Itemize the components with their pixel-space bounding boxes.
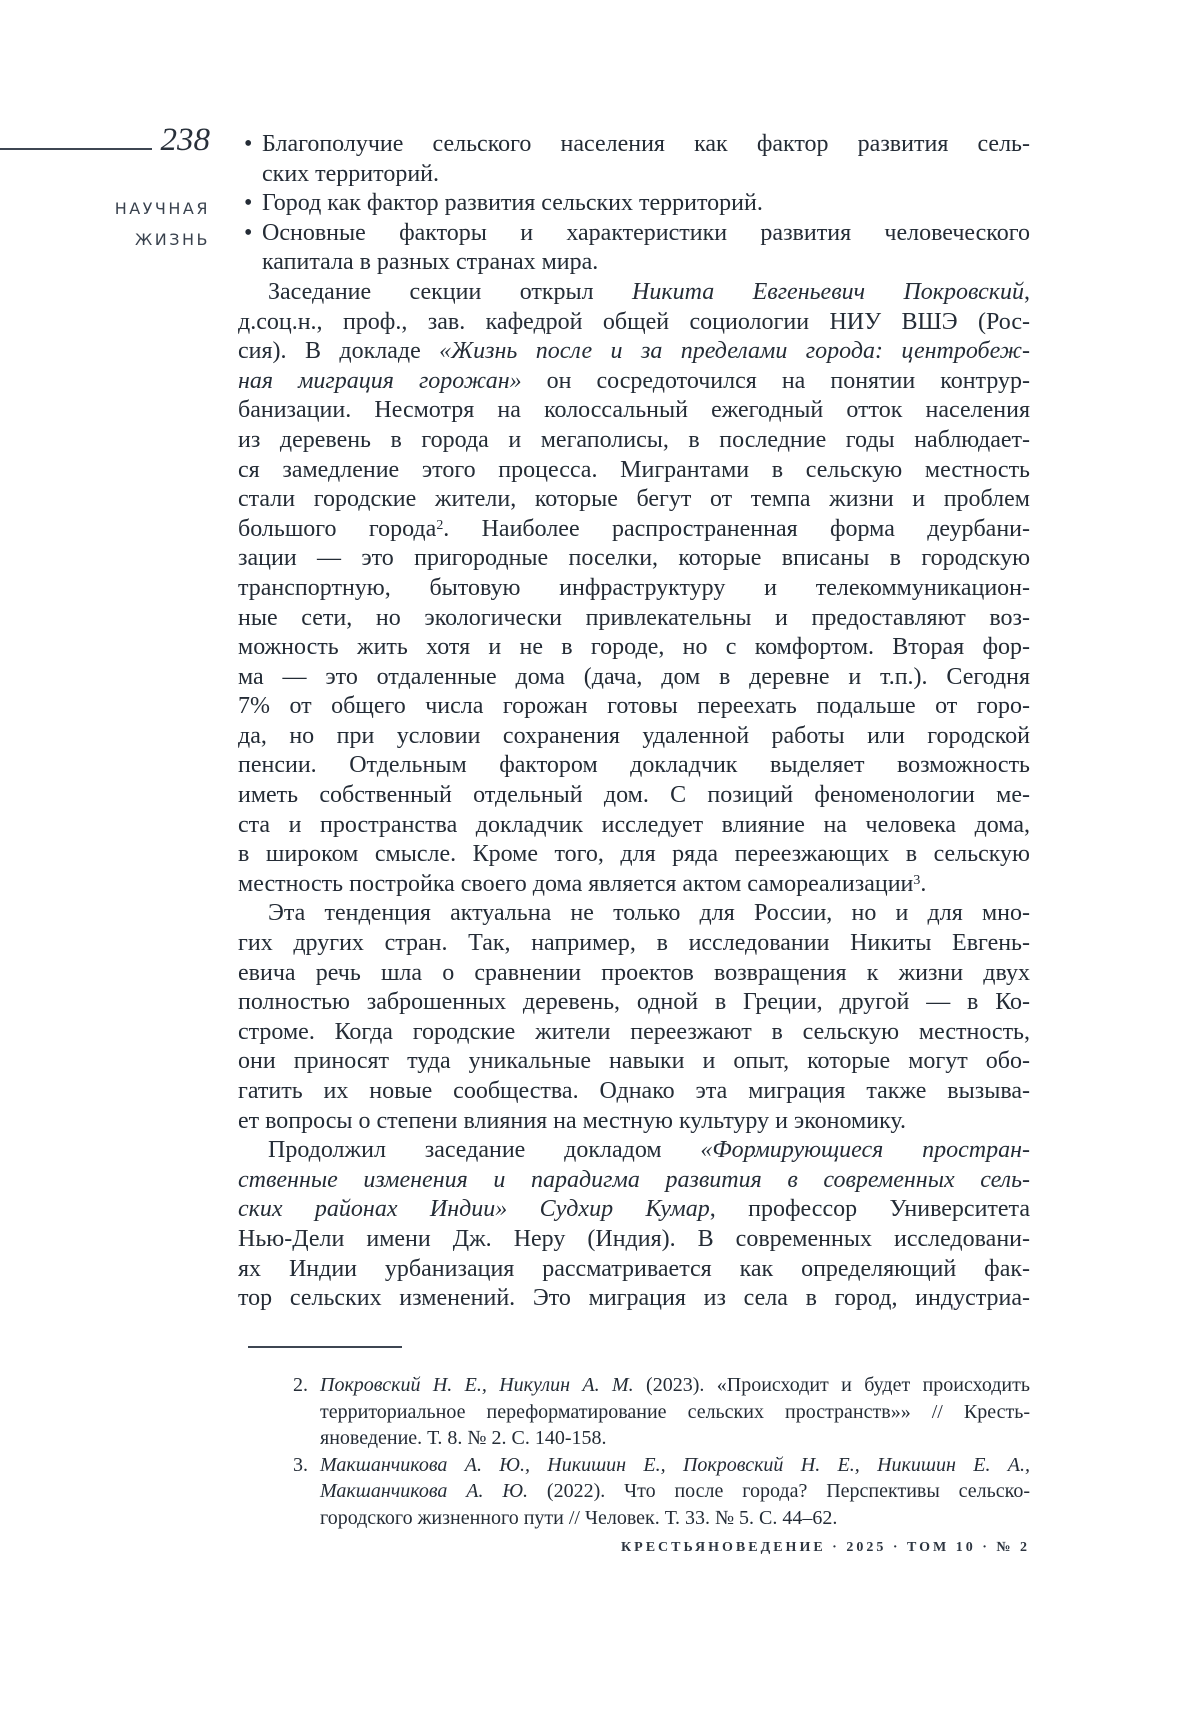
text-line xyxy=(238,278,1030,308)
text-segment: сия). В докладе xyxy=(238,338,440,365)
bullet-line xyxy=(262,160,1030,190)
text-segment: гих других стран. Так, например, в исследовании Никиты Евгень- xyxy=(238,930,1030,957)
text-segment: Заседание секции открыл xyxy=(268,278,633,305)
text-segment: они приносят туда уникальные навыки и опыт, которые могут обо- xyxy=(238,1048,1030,1075)
text-line xyxy=(238,663,1030,693)
bullet-line xyxy=(262,130,1030,160)
text-line xyxy=(238,1136,1030,1166)
text-segment: тор сельских изменений. Это миграция из села в город, индустриа- xyxy=(238,1285,1030,1312)
paragraph xyxy=(238,899,1030,1136)
text-segment: пенсии. Отдельным фактором докладчик выделяет возможность xyxy=(238,752,1030,779)
text-segment: ских районах Индии» Судхир Кумар xyxy=(238,1196,710,1223)
text-segment: местность постройка своего дома является актом самореализации xyxy=(238,870,914,897)
text-segment: яноведение. Т. 8. № 2. С. 140-158. xyxy=(320,1427,607,1449)
text-line xyxy=(238,1195,1030,1225)
text-line xyxy=(238,426,1030,456)
text-line xyxy=(238,929,1030,959)
footnotes xyxy=(293,1372,1030,1531)
text-line xyxy=(238,1107,1030,1137)
text-line xyxy=(238,1284,1030,1314)
footnote-line xyxy=(320,1505,1030,1532)
text-segment: зации — это пригородные поселки, которые вписаны в городскую xyxy=(238,545,1030,572)
footnote xyxy=(293,1372,1030,1452)
text-segment: стали городские жители, которые бегут от темпа жизни и проблем xyxy=(238,486,1030,513)
text-line xyxy=(238,751,1030,781)
bullet-icon: • xyxy=(244,131,253,157)
text-line xyxy=(238,870,1030,900)
text-segment: иметь собственный отдельный дом. С позиций феноменологии ме- xyxy=(238,782,1030,809)
footnote-line xyxy=(320,1372,1030,1399)
text-line xyxy=(238,574,1030,604)
text-line xyxy=(238,692,1030,722)
text-segment: Эта тенденция актуальна не только для России, но и для мно- xyxy=(268,900,1030,927)
text-segment: «Жизнь после и за пределами города: центробеж- xyxy=(439,338,1030,365)
text-line xyxy=(238,1166,1030,1196)
text-segment: Город как фактор развития сельских территорий. xyxy=(262,190,763,217)
bullet-line xyxy=(262,219,1030,249)
page-number: 238 xyxy=(160,122,210,158)
footnote-body xyxy=(320,1452,1030,1532)
text-segment: большого города xyxy=(238,515,437,542)
text-segment: «Формирующиеся простран- xyxy=(700,1137,1030,1164)
bullet-item xyxy=(238,219,1030,278)
text-line xyxy=(238,308,1030,338)
text-segment: он сосредоточился на понятии контрур- xyxy=(521,367,1031,394)
text-segment: гатить их новые сообщества. Однако эта миграция также вызыва- xyxy=(238,1078,1030,1104)
text-segment: Основные факторы и характеристики развития человеческого xyxy=(262,219,1030,246)
text-segment: строме. Когда городские жители переезжают в сельскую местность, xyxy=(238,1018,1030,1045)
footnote-line xyxy=(320,1452,1030,1479)
text-line xyxy=(238,367,1030,397)
footnote-number: 3. xyxy=(293,1453,308,1476)
text-segment: банизации. Несмотря на колоссальный ежегодный отток населения xyxy=(238,397,1030,424)
bullet-item xyxy=(238,189,1030,219)
text-segment: капитала в разных странах мира. xyxy=(262,249,599,276)
text-line xyxy=(238,959,1030,989)
text-line xyxy=(238,633,1030,663)
text-line xyxy=(238,988,1030,1018)
text-line xyxy=(238,899,1030,929)
bullet-icon: • xyxy=(244,190,253,217)
text-segment: , xyxy=(1024,278,1030,305)
text-line xyxy=(238,456,1030,486)
text-segment: транспортную, бытовую инфраструктуру и телекоммуникацион- xyxy=(238,574,1030,601)
running-footer: КРЕСТЬЯНОВЕДЕНИЕ · 2025 · ТОМ 10 · № 2 xyxy=(621,1540,1030,1555)
text-segment: полностью заброшенных деревень, одной в Греции, другой — в Ко- xyxy=(238,989,1030,1016)
text-segment: да, но при условии сохранения удаленной работы или городской xyxy=(238,722,1030,749)
footnote-separator xyxy=(248,1346,402,1348)
text-line xyxy=(238,604,1030,634)
text-segment: ях Индии урбанизация рассматривается как определяющий фак- xyxy=(238,1255,1030,1282)
text-segment: Продолжил заседание докладом xyxy=(268,1137,701,1164)
section-label-line: НАУЧНАЯ xyxy=(114,199,210,218)
bullet-list xyxy=(238,130,1030,278)
body-column xyxy=(238,130,1030,1314)
text-line xyxy=(238,811,1030,841)
text-segment: ственные изменения и парадигма развития в современных сель- xyxy=(238,1166,1030,1193)
text-line xyxy=(238,1255,1030,1285)
text-segment: территориальное переформатирование сельских пространств»» // Кресть- xyxy=(320,1400,1030,1423)
text-segment: (2022). Что после города? Перспективы сельско- xyxy=(528,1480,1030,1502)
text-segment: (2023). «Происходит и будет происходить xyxy=(633,1374,1030,1396)
footnote-line xyxy=(320,1478,1030,1505)
text-segment: евича речь шла о сравнении проектов возвращения к жизни двух xyxy=(238,959,1030,986)
paragraph xyxy=(238,278,1030,899)
text-segment: ма — это отдаленные дома (дача, дом в деревне и т.п.). Сегодня xyxy=(238,663,1030,690)
text-line xyxy=(238,337,1030,367)
text-line xyxy=(238,840,1030,870)
text-segment: , профессор Университета xyxy=(709,1196,1030,1223)
bullet-line xyxy=(262,248,1030,278)
text-line xyxy=(238,515,1030,545)
text-line xyxy=(238,1077,1030,1107)
section-label-line: ЖИЗНЬ xyxy=(135,230,210,249)
text-segment: . Наиболее распространенная форма деурбани- xyxy=(443,515,1030,542)
bullet-line xyxy=(262,189,1030,219)
text-segment: . xyxy=(920,870,927,897)
text-segment: Благополучие сельского населения как фактор развития сель- xyxy=(262,131,1030,157)
bullet-icon: • xyxy=(244,219,253,246)
text-segment: ет вопросы о степени влияния на местную культуру и экономику. xyxy=(238,1107,907,1134)
text-segment: ная миграция горожан» xyxy=(238,367,522,394)
text-segment: Макшанчикова А. Ю., Никишин Е., Покровский Н. Е., Никишин Е. А., xyxy=(320,1453,1030,1476)
footnote-ref: 3 xyxy=(913,872,921,888)
text-line xyxy=(238,1018,1030,1048)
footnote-line xyxy=(320,1425,1030,1452)
text-segment: Никита Евгеньевич Покровский xyxy=(632,278,1024,305)
text-segment: ные сети, но экологически привлекательны и предоставляют воз- xyxy=(238,604,1030,631)
text-line xyxy=(238,396,1030,426)
text-segment: Нью-Дели имени Дж. Неру (Индия). В современных исследовани- xyxy=(238,1225,1030,1252)
text-line xyxy=(238,781,1030,811)
text-segment: в широком смысле. Кроме того, для ряда переезжающих в сельскую xyxy=(238,841,1030,868)
section-label xyxy=(0,193,210,255)
text-segment: можность жить хотя и не в городе, но с комфортом. Вторая фор- xyxy=(238,634,1030,661)
text-segment: городского жизненного пути // Человек. Т. 33. № 5. С. 44–62. xyxy=(320,1506,838,1529)
footnote-line xyxy=(320,1399,1030,1426)
text-line xyxy=(238,722,1030,752)
text-segment: ских территорий. xyxy=(262,160,439,187)
text-line xyxy=(238,544,1030,574)
text-line xyxy=(238,1225,1030,1255)
text-segment: Макшанчикова А. Ю. xyxy=(320,1480,529,1502)
footnote xyxy=(293,1452,1030,1532)
bullet-item xyxy=(238,130,1030,189)
text-segment: из деревень в города и мегаполисы, в последние годы наблюдает- xyxy=(238,426,1030,453)
text-segment: ся замедление этого процесса. Мигрантами в сельскую местность xyxy=(238,456,1030,483)
body-paragraphs xyxy=(238,278,1030,1314)
footnote-body xyxy=(320,1372,1030,1452)
text-segment: 7% от общего числа горожан готовы переехать подальше от горо- xyxy=(238,693,1030,720)
text-line xyxy=(238,485,1030,515)
text-line xyxy=(238,1047,1030,1077)
text-segment: Покровский Н. Е., Никулин А. М. xyxy=(320,1374,634,1396)
paragraph xyxy=(238,1136,1030,1314)
footnote-ref: 2 xyxy=(436,517,444,533)
footnote-number: 2. xyxy=(293,1374,308,1396)
text-segment: д.соц.н., проф., зав. кафедрой общей социологии НИУ ВШЭ (Рос- xyxy=(238,308,1030,335)
text-segment: ста и пространства докладчик исследует влияние на человека дома, xyxy=(238,811,1030,838)
